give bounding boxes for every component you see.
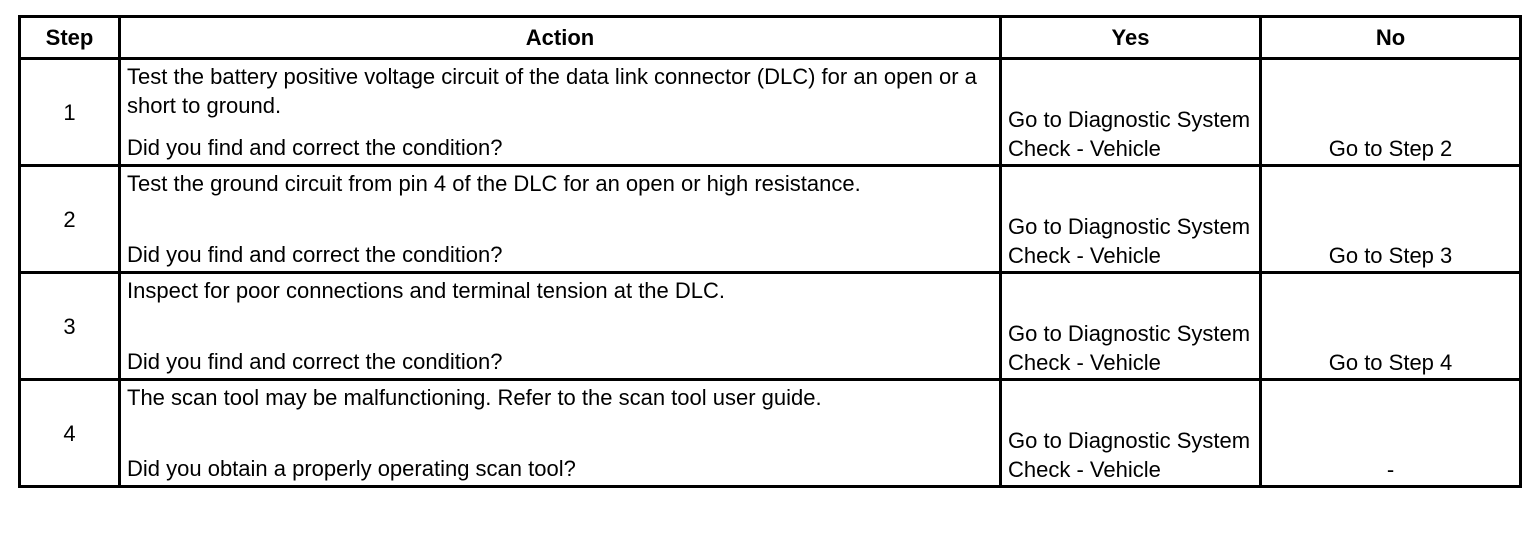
yes-result: Go to Diagnostic System Check - Vehicle bbox=[1001, 273, 1261, 380]
action-question: Did you find and correct the condition? bbox=[127, 349, 503, 374]
diagnostic-table bbox=[18, 15, 1522, 488]
no-result: Go to Step 4 bbox=[1261, 273, 1521, 380]
action-cell bbox=[120, 380, 1001, 487]
action-text: Test the ground circuit from pin 4 of the DLC for an open or high resistance. bbox=[127, 171, 861, 196]
action-cell bbox=[120, 273, 1001, 380]
step-number: 3 bbox=[20, 273, 120, 380]
step-number: 2 bbox=[20, 166, 120, 273]
header-action: Action bbox=[120, 17, 1001, 59]
action-text: The scan tool may be malfunctioning. Refer to the scan tool user guide. bbox=[127, 385, 822, 410]
header-no: No bbox=[1261, 17, 1521, 59]
action-question: Did you obtain a properly operating scan tool? bbox=[127, 456, 576, 481]
header-row bbox=[20, 17, 1521, 59]
action-text: Inspect for poor connections and terminal tension at the DLC. bbox=[127, 278, 726, 303]
action-question: Did you find and correct the condition? bbox=[127, 135, 503, 160]
no-result: Go to Step 2 bbox=[1261, 59, 1521, 166]
no-result: Go to Step 3 bbox=[1261, 166, 1521, 273]
table-row-step-4 bbox=[20, 380, 1521, 487]
yes-result: Go to Diagnostic System Check - Vehicle bbox=[1001, 166, 1261, 273]
yes-result: Go to Diagnostic System Check - Vehicle bbox=[1001, 59, 1261, 166]
action-text: Test the battery positive voltage circuit of the data link connector (DLC) for an open or a short to ground. bbox=[127, 64, 977, 118]
no-result: - bbox=[1261, 380, 1521, 487]
action-cell bbox=[120, 166, 1001, 273]
step-number: 1 bbox=[20, 59, 120, 166]
header-yes: Yes bbox=[1001, 17, 1261, 59]
step-number: 4 bbox=[20, 380, 120, 487]
action-question: Did you find and correct the condition? bbox=[127, 242, 503, 267]
header-step: Step bbox=[20, 17, 120, 59]
table-row-step-1 bbox=[20, 59, 1521, 166]
yes-result: Go to Diagnostic System Check - Vehicle bbox=[1001, 380, 1261, 487]
table-row-step-2 bbox=[20, 166, 1521, 273]
action-cell bbox=[120, 59, 1001, 166]
table-row-step-3 bbox=[20, 273, 1521, 380]
